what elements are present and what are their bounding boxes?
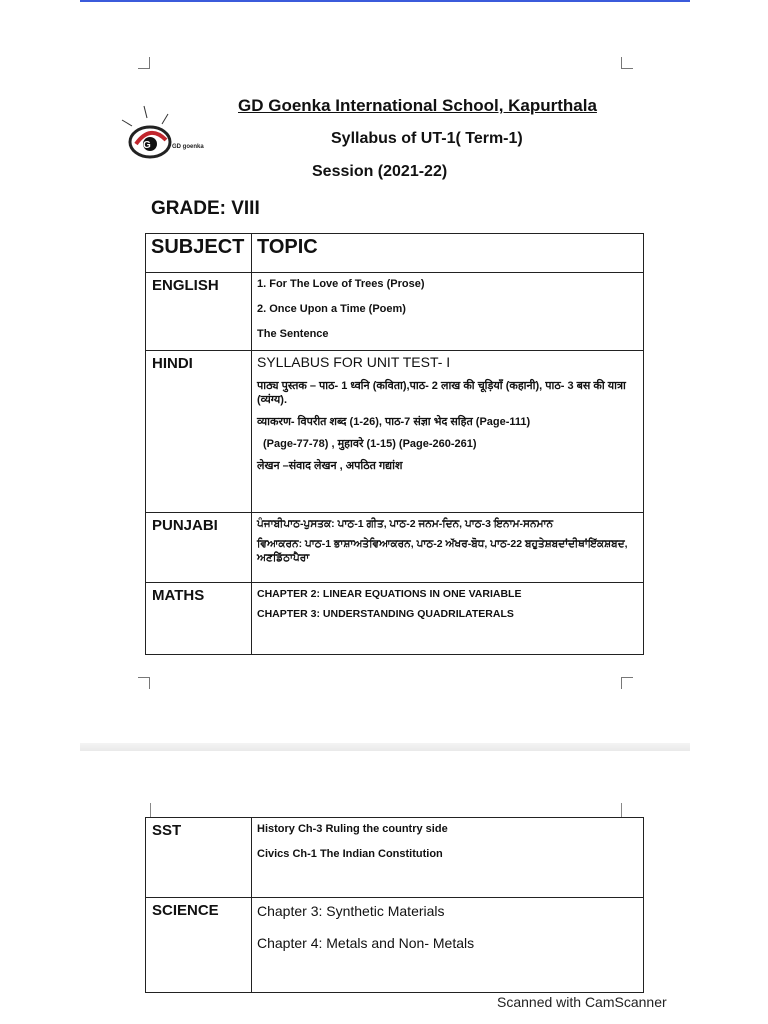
school-logo <box>116 104 212 166</box>
topic-cell <box>252 898 644 993</box>
table-row <box>146 513 644 583</box>
topic-line: Civics Ch-1 The Indian Constitution <box>257 848 443 860</box>
topic-line: Chapter 4: Metals and Non- Metals <box>257 935 475 951</box>
topic-cell <box>252 583 644 655</box>
topic-line: ਵਿਆਕਰਨ: ਪਾਠ-1 ਭਾਸ਼ਾਅਤੇਵਿਆਕਰਨ, ਪਾਠ-2 ਅੱਖਰ-ਬੋਧ, ਪਾਠ-22 ਬਹੁਤੇਸ਼ਬਦਾਂਦੀਥਾਂਇੱਕਸ਼ਬਦ, ਅਣਡਿੱਠਾਪੈਰਾ <box>257 538 628 564</box>
session-label: Session (2021-22) <box>312 163 448 180</box>
topic-line: व्याकरण- विपरीत शब्द (1-26), पाठ-7 संज्ञा भेद सहित (Page-111) <box>257 416 531 428</box>
topic-column-header: TOPIC <box>252 234 644 273</box>
camscanner-watermark: Scanned with CamScanner <box>497 994 667 1010</box>
table-header-row <box>146 234 644 273</box>
subject-cell: SCIENCE <box>146 898 252 993</box>
table-row <box>146 583 644 655</box>
crop-mark <box>621 677 633 689</box>
syllabus-table <box>145 233 644 655</box>
subject-cell: MATHS <box>146 583 252 655</box>
topic-cell <box>252 513 644 583</box>
table-row <box>146 351 644 513</box>
topic-cell <box>252 818 644 898</box>
subject-column-header: SUBJECT <box>146 234 252 273</box>
crop-mark <box>621 803 622 817</box>
crop-mark <box>621 57 633 69</box>
grade-heading: GRADE: VIII <box>151 198 260 219</box>
crop-mark <box>138 677 150 689</box>
school-name: GD Goenka International School, Kapurthala <box>238 96 597 115</box>
topic-line: Chapter 3: Synthetic Materials <box>257 903 445 919</box>
crop-mark <box>138 57 150 69</box>
crop-mark <box>150 803 151 817</box>
svg-text:G: G <box>143 140 151 151</box>
topic-line: पाठ्य पुस्तक – पाठ- 1 ध्वनि (कविता),पाठ- 2 लाख की चूड़ियाँ (कहानी), पाठ- 3 बस की यात्रा (व्यंग्य). <box>257 380 626 406</box>
topic-line: लेखन –संवाद लेखन , अपठित गद्यांश <box>257 460 403 472</box>
page-separator <box>80 743 690 751</box>
table-row <box>146 818 644 898</box>
topic-line: 2. Once Upon a Time (Poem) <box>257 303 406 315</box>
topic-cell <box>252 351 644 513</box>
topic-line: (Page-77-78) , मुहावरे (1-15) (Page-260-261) <box>263 438 477 450</box>
syllabus-title: Syllabus of UT-1( Term-1) <box>331 130 523 147</box>
topic-line: SYLLABUS FOR UNIT TEST- I <box>257 354 451 370</box>
subject-cell: SST <box>146 818 252 898</box>
logo-wordmark: GD goenka <box>172 144 204 150</box>
syllabus-table-continued <box>145 817 644 993</box>
subject-cell: ENGLISH <box>146 273 252 351</box>
topic-line: CHAPTER 2: LINEAR EQUATIONS IN ONE VARIABLE <box>257 588 522 600</box>
table-row <box>146 898 644 993</box>
topic-line: 1. For The Love of Trees (Prose) <box>257 278 425 290</box>
topic-line: The Sentence <box>257 328 329 340</box>
table-row <box>146 273 644 351</box>
topic-line: ਪੰਜਾਬੀਪਾਠ-ਪੁਸਤਕ: ਪਾਠ-1 ਗੀਤ, ਪਾਠ-2 ਜਨਮ-ਦਿਨ, ਪਾਠ-3 ਇਨਾਮ-ਸਨਮਾਨ <box>257 518 554 530</box>
topic-line: CHAPTER 3: UNDERSTANDING QUADRILATERALS <box>257 608 514 620</box>
subject-cell: HINDI <box>146 351 252 513</box>
topic-line: History Ch-3 Ruling the country side <box>257 823 448 835</box>
subject-cell: PUNJABI <box>146 513 252 583</box>
topic-cell <box>252 273 644 351</box>
